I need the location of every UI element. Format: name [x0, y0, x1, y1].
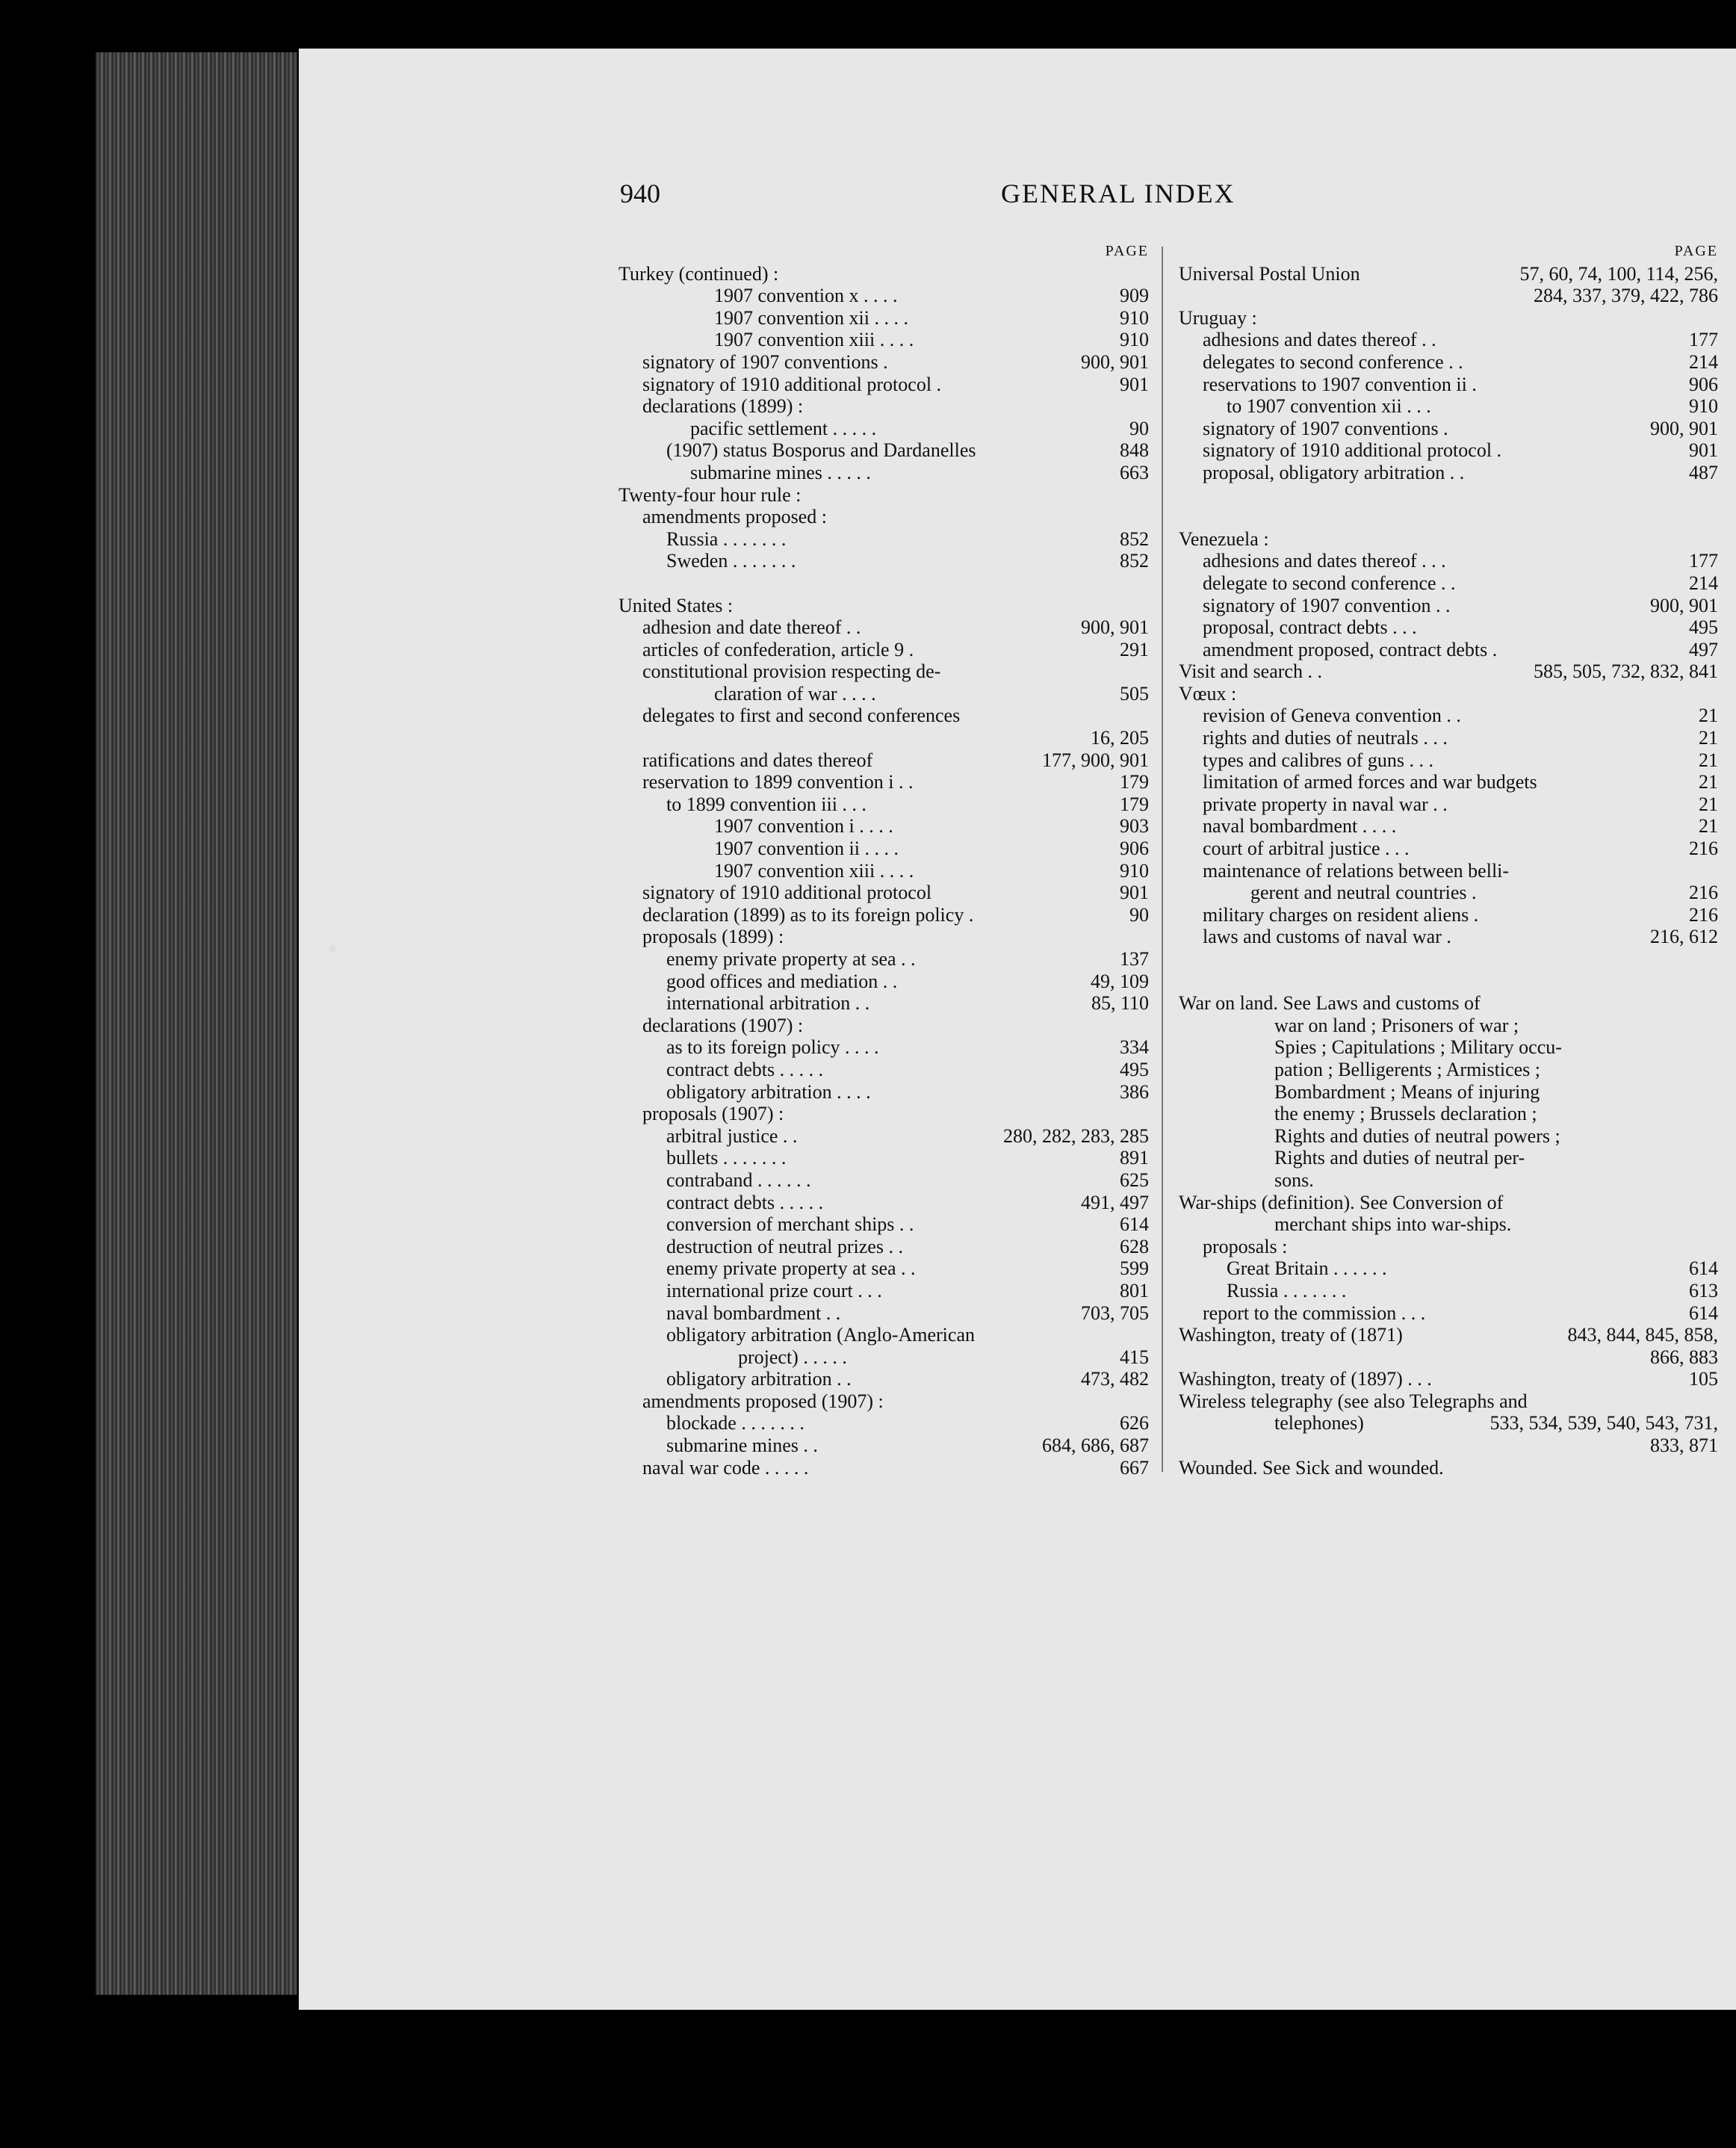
index-entry-text: types and calibres of guns . . .	[1203, 749, 1434, 771]
index-entry	[619, 528, 1149, 551]
index-entry-text: 1907 convention xiii . . . .	[714, 329, 914, 351]
index-entry-text: limitation of armed forces and war budgets	[1203, 771, 1537, 793]
index-entry	[619, 838, 1149, 860]
index-entry	[619, 1125, 1149, 1148]
index-entry-page: 415	[1114, 1346, 1149, 1369]
index-entry-page: 852	[1114, 550, 1149, 572]
index-entry-text: to 1899 convention iii . . .	[666, 793, 867, 815]
index-entry-text: signatory of 1907 conventions .	[1203, 417, 1448, 439]
index-entry-text: delegates to second conference . .	[1203, 350, 1463, 373]
index-entry	[1179, 395, 1718, 418]
index-entry-page: 626	[1114, 1412, 1149, 1434]
index-entry-page: 891	[1114, 1147, 1149, 1169]
index-entry-page: 533, 534, 539, 540, 543, 731,	[1484, 1412, 1719, 1434]
index-entry-text: naval bombardment . .	[666, 1302, 841, 1324]
index-entry	[619, 793, 1149, 816]
index-entry-page: 21	[1693, 771, 1718, 793]
index-entry	[1179, 882, 1718, 904]
index-entry-page: 614	[1683, 1257, 1718, 1280]
index-entry	[619, 1192, 1149, 1214]
index-entry	[1179, 1280, 1718, 1302]
index-entry	[1179, 1346, 1718, 1369]
index-entry-text: 1907 convention xii . . . .	[714, 306, 908, 329]
index-entry-text: good offices and mediation . .	[666, 970, 898, 992]
index-entry-page: 491, 497	[1075, 1192, 1149, 1214]
index-entry-text: maintenance of relations between belli-	[1203, 859, 1510, 882]
index-entry-page: 105	[1683, 1368, 1718, 1390]
index-entry-page: 177	[1683, 329, 1718, 351]
index-entry	[619, 1434, 1149, 1457]
index-entry-page: 90	[1123, 904, 1149, 926]
index-entry	[619, 1213, 1149, 1236]
index-entry-page: 906	[1114, 838, 1149, 860]
book-page-edges	[96, 52, 297, 1995]
index-entry	[1179, 1368, 1718, 1390]
index-entry	[619, 1346, 1149, 1369]
index-entry-text: conversion of merchant ships . .	[666, 1213, 914, 1236]
page-header	[620, 178, 1718, 215]
index-entry-text: Twenty-four hour rule :	[619, 483, 802, 506]
index-entry	[619, 595, 1149, 617]
index-entry-page: 613	[1683, 1280, 1718, 1302]
page-title: GENERAL INDEX	[1001, 179, 1236, 208]
index-entry	[1179, 1302, 1718, 1325]
index-entry-text: Visit and search . .	[1179, 660, 1322, 683]
index-entry-text: amendments proposed :	[642, 506, 827, 528]
war-on-land-references	[1179, 1015, 1718, 1192]
index-entry	[1179, 1457, 1718, 1479]
index-entry-text: Wireless telegraphy (see also Telegraphs and	[1179, 1390, 1528, 1412]
index-entry-page: 216	[1683, 838, 1718, 860]
index-entry-page: 910	[1114, 329, 1149, 351]
index-entry	[619, 948, 1149, 971]
index-entry-text: private property in naval war . .	[1203, 793, 1448, 815]
index-entry	[619, 971, 1149, 993]
index-entry-text: War-ships (definition). See Conversion of	[1179, 1191, 1504, 1213]
index-entry-page: 386	[1114, 1081, 1149, 1104]
paper-stain	[329, 945, 336, 953]
index-entry-page: 473, 482	[1075, 1368, 1149, 1390]
index-entry-page: 214	[1683, 572, 1718, 595]
index-entry-page: 495	[1114, 1059, 1149, 1081]
index-entry-text: pacific settlement . . . . .	[690, 417, 877, 439]
index-entry-page: 900, 901	[1644, 595, 1718, 617]
index-entry	[619, 992, 1149, 1015]
index-entry-page: 291	[1114, 639, 1149, 661]
index-entry-text: proposals (1899) :	[642, 926, 784, 948]
index-entry	[619, 639, 1149, 661]
index-entry	[619, 307, 1149, 329]
war-on-land-line: Bombardment ; Means of injuring	[1274, 1080, 1540, 1103]
index-entry-text: contract debts . . . . .	[666, 1191, 824, 1213]
index-entry	[619, 1036, 1149, 1059]
index-entry	[1179, 793, 1718, 816]
index-entry	[619, 550, 1149, 572]
index-entry	[619, 374, 1149, 396]
index-entry-text: Uruguay :	[1179, 306, 1257, 329]
index-entry-page: 216, 612	[1644, 926, 1718, 948]
index-entry-text: arbitral justice . .	[666, 1124, 798, 1147]
index-entry-page: 866, 883	[1644, 1346, 1718, 1369]
index-entry-page: 505	[1114, 683, 1149, 705]
index-entry-page: 909	[1114, 285, 1149, 307]
index-entry-text: report to the commission . . .	[1203, 1302, 1426, 1324]
index-entry-page: 910	[1683, 395, 1718, 418]
index-entry-page: 900, 901	[1075, 616, 1149, 639]
index-entry-page: 280, 282, 283, 285	[997, 1125, 1149, 1148]
index-entry-page: 177	[1683, 550, 1718, 572]
index-entry-text: declaration (1899) as to its foreign policy .	[642, 903, 974, 926]
index-entry	[619, 616, 1149, 639]
index-entry	[619, 1015, 1149, 1037]
index-entry-page: 901	[1683, 439, 1718, 462]
index-entry-text: Sweden . . . . . . .	[666, 550, 796, 572]
index-entry	[619, 1324, 1149, 1346]
index-entry-text: rights and duties of neutrals . . .	[1203, 727, 1448, 749]
index-entry	[619, 329, 1149, 351]
index-entry-text: naval war code . . . . .	[642, 1456, 809, 1479]
index-entry-page: 487	[1683, 462, 1718, 484]
index-entry-page: 21	[1693, 727, 1718, 749]
index-entry-text: 1907 convention i . . . .	[714, 815, 893, 838]
index-entry	[619, 771, 1149, 793]
index-entry	[1179, 1213, 1718, 1236]
index-entry-page: 585, 505, 732, 832, 841	[1528, 660, 1718, 683]
index-entry-text: obligatory arbitration (Anglo-American	[666, 1324, 975, 1346]
index-entry-page: 910	[1114, 860, 1149, 882]
index-entry-page: 284, 337, 379, 422, 786	[1528, 285, 1718, 307]
index-entry-text: submarine mines . .	[666, 1434, 818, 1457]
index-entry	[619, 882, 1149, 904]
index-entry	[1179, 639, 1718, 661]
index-column-right	[1179, 241, 1718, 1479]
index-entry-text: Russia . . . . . . .	[1227, 1279, 1347, 1302]
index-entry-text: blockade . . . . . . .	[666, 1412, 805, 1434]
index-entry-text: enemy private property at sea . .	[666, 948, 916, 970]
index-entry	[1179, 815, 1718, 838]
index-entries-right	[1179, 263, 1718, 948]
index-entry	[1179, 351, 1718, 374]
index-entry-page: 49, 109	[1085, 971, 1149, 993]
index-entry-page: 848	[1114, 439, 1149, 462]
index-entry-text: signatory of 1910 additional protocol	[642, 882, 932, 904]
index-entry	[1179, 838, 1718, 860]
index-entry-text: proposal, contract debts . . .	[1203, 616, 1417, 639]
index-entry-text: obligatory arbitration . . . .	[666, 1080, 871, 1103]
page-column-label: PAGE	[1105, 243, 1149, 259]
index-entry-text: proposals :	[1203, 1235, 1288, 1257]
index-entry	[1179, 550, 1718, 572]
index-entry-text: contract debts . . . . .	[666, 1058, 824, 1080]
index-entry-text: destruction of neutral prizes . .	[666, 1235, 903, 1257]
index-entry	[619, 395, 1149, 418]
index-entry	[619, 727, 1149, 749]
index-entry-page: 179	[1114, 771, 1149, 793]
index-entry	[619, 860, 1149, 882]
index-entry	[619, 285, 1149, 307]
index-entry-text: United States :	[619, 594, 734, 616]
index-entry	[1179, 1192, 1718, 1214]
index-entry	[1179, 307, 1718, 329]
index-entry	[619, 683, 1149, 705]
index-entry-text: naval bombardment . . . .	[1203, 815, 1397, 838]
index-entry-text: international arbitration . .	[666, 992, 870, 1015]
index-column-left	[619, 241, 1149, 1479]
page-number: 940	[620, 179, 660, 208]
index-entry-text: military charges on resident aliens .	[1203, 903, 1479, 926]
index-entry-page: 614	[1683, 1302, 1718, 1325]
index-entry-text: telephones)	[1274, 1412, 1364, 1434]
index-entry-text: ratifications and dates thereof	[642, 749, 873, 771]
index-entry	[1179, 285, 1718, 307]
index-entry	[619, 904, 1149, 926]
index-entry-page: 90	[1123, 418, 1149, 440]
index-entry-text: bullets . . . . . . .	[666, 1147, 787, 1169]
index-entry	[619, 815, 1149, 838]
index-entry-page: 334	[1114, 1036, 1149, 1059]
index-entry-page: 843, 844, 845, 858,	[1562, 1324, 1719, 1346]
index-entry-page: 901	[1114, 882, 1149, 904]
index-entry-text: revision of Geneva convention . .	[1203, 705, 1461, 727]
index-entry-text: signatory of 1907 conventions .	[642, 350, 888, 373]
index-entry	[619, 1412, 1149, 1434]
index-entry-text: signatory of 1907 convention . .	[1203, 594, 1451, 616]
index-entry-text: 1907 convention x . . . .	[714, 285, 898, 307]
index-entry	[619, 660, 1149, 683]
index-entry	[1179, 528, 1718, 551]
war-on-land-line: Spies ; Capitulations ; Military occu-	[1274, 1036, 1562, 1059]
index-entry	[1179, 329, 1718, 351]
index-entry-text: amendment proposed, contract debts .	[1203, 638, 1498, 660]
index-entry-page: 900, 901	[1644, 418, 1718, 440]
index-entry	[619, 1169, 1149, 1192]
index-entry	[1179, 749, 1718, 772]
index-entry-page: 599	[1114, 1257, 1149, 1280]
index-entry-war-on-land	[1179, 992, 1718, 1191]
index-entry-text: articles of confederation, article 9 .	[642, 638, 914, 660]
index-entry-text: court of arbitral justice . . .	[1203, 838, 1410, 860]
page-column-label: PAGE	[1674, 243, 1718, 259]
index-entry	[619, 351, 1149, 374]
index-entry-text: international prize court . . .	[666, 1279, 882, 1302]
index-entry	[619, 1147, 1149, 1169]
index-entry-page: 21	[1693, 705, 1718, 727]
index-entry-page: 85, 110	[1085, 992, 1149, 1015]
index-entry-text: obligatory arbitration . .	[666, 1368, 852, 1390]
index-entry-text: proposal, obligatory arbitration . .	[1203, 461, 1465, 483]
column-divider	[1162, 247, 1163, 1472]
index-entry	[619, 1457, 1149, 1479]
index-entry-text: Wounded. See Sick and wounded.	[1179, 1456, 1444, 1479]
index-entry-page: 216	[1683, 882, 1718, 904]
index-entry	[619, 263, 1149, 285]
index-entry-text: Vœux :	[1179, 682, 1237, 705]
index-entry-text: Washington, treaty of (1897) . . .	[1179, 1368, 1432, 1390]
war-on-land-line: the enemy ; Brussels declaration ;	[1274, 1103, 1537, 1125]
index-entry	[1179, 263, 1718, 285]
index-entry	[1179, 462, 1718, 484]
index-entry	[619, 1390, 1149, 1413]
index-entry	[1179, 926, 1718, 948]
index-entry	[1179, 1257, 1718, 1280]
index-entry-text: declarations (1899) :	[642, 395, 804, 418]
index-entry-text: Russia . . . . . . .	[666, 527, 787, 550]
index-entry	[1179, 439, 1718, 462]
index-entry-page: 684, 686, 687	[1036, 1434, 1149, 1457]
index-entry-page: 628	[1114, 1236, 1149, 1258]
index-entry-text: amendments proposed (1907) :	[642, 1390, 884, 1412]
index-entry-text: delegate to second conference . .	[1203, 572, 1456, 594]
index-entry-text: contraband . . . . . .	[666, 1169, 811, 1191]
index-entry-text: reservation to 1899 convention i . .	[642, 771, 914, 793]
index-entry-text: merchant ships into war-ships.	[1274, 1213, 1512, 1236]
index-entry-page: 21	[1693, 815, 1718, 838]
war-on-land-line: Rights and duties of neutral powers ;	[1274, 1124, 1560, 1147]
index-entry	[619, 1257, 1149, 1280]
index-entry-text: Great Britain . . . . . .	[1227, 1257, 1387, 1280]
index-entry-page: 801	[1114, 1280, 1149, 1302]
index-entry-page: 216	[1683, 904, 1718, 926]
index-entry-page: 179	[1114, 793, 1149, 816]
index-entry-page: 852	[1114, 528, 1149, 551]
index-entry-text: Turkey (continued) :	[619, 262, 779, 285]
war-on-land-line: war on land ; Prisoners of war ;	[1274, 1014, 1519, 1036]
index-entry-text: adhesion and date thereof . .	[642, 616, 861, 639]
index-entry-page: 137	[1114, 948, 1149, 971]
index-entry-page: 906	[1683, 374, 1718, 396]
index-entry-page: 497	[1683, 639, 1718, 661]
index-entry	[619, 1103, 1149, 1125]
index-entry	[1179, 1434, 1718, 1457]
index-entry-text: enemy private property at sea . .	[666, 1257, 916, 1280]
index-entry-page: 901	[1114, 374, 1149, 396]
index-entry-page: 21	[1693, 793, 1718, 816]
index-entry-page: 177, 900, 901	[1036, 749, 1149, 772]
war-on-land-line: sons.	[1274, 1169, 1314, 1191]
index-entry	[619, 705, 1149, 727]
index-entry-text: claration of war . . . .	[714, 682, 876, 705]
index-entry-text: to 1907 convention xii . . .	[1227, 395, 1431, 418]
index-entry	[619, 1368, 1149, 1390]
index-entry-text: laws and customs of naval war .	[1203, 926, 1451, 948]
index-entry-text: constitutional provision respecting de-	[642, 660, 941, 683]
index-entry-page: 903	[1114, 815, 1149, 838]
index-entry-page: 495	[1683, 616, 1718, 639]
index-entry-page: 57, 60, 74, 100, 114, 256,	[1513, 263, 1718, 285]
index-entry-page: 21	[1693, 749, 1718, 772]
index-entries-right-tail	[1179, 1192, 1718, 1479]
index-entry-text: adhesions and dates thereof . .	[1203, 329, 1436, 351]
index-entry	[1179, 860, 1718, 882]
index-entry	[619, 462, 1149, 484]
index-entry-text: delegates to first and second conferences	[642, 705, 961, 727]
index-entry	[1179, 771, 1718, 793]
index-entry-page: 910	[1114, 307, 1149, 329]
index-entry-page: 667	[1114, 1457, 1149, 1479]
index-entry-text: 1907 convention xiii . . . .	[714, 859, 914, 882]
index-entry-text: gerent and neutral countries .	[1250, 882, 1477, 904]
index-entry	[1179, 374, 1718, 396]
index-entry	[1179, 572, 1718, 595]
index-entry	[619, 1059, 1149, 1081]
index-entry-text: Washington, treaty of (1871)	[1179, 1324, 1403, 1346]
index-entry	[1179, 418, 1718, 440]
index-entry	[619, 484, 1149, 507]
index-entry	[1179, 683, 1718, 705]
index-entry	[1179, 616, 1718, 639]
index-entry	[619, 439, 1149, 462]
index-entry	[619, 1081, 1149, 1104]
index-entry-page: 614	[1114, 1213, 1149, 1236]
index-entry-text: signatory of 1910 additional protocol .	[642, 373, 942, 395]
index-entry	[619, 1236, 1149, 1258]
index-entry	[1179, 660, 1718, 683]
index-entry	[619, 1280, 1149, 1302]
index-entry-page: 833, 871	[1644, 1434, 1718, 1457]
index-entry	[1179, 1324, 1718, 1346]
index-entry-text: as to its foreign policy . . . .	[666, 1036, 879, 1059]
index-entry-text: declarations (1907) :	[642, 1014, 804, 1036]
index-entry	[619, 418, 1149, 440]
index-entry-text: Venezuela :	[1179, 527, 1269, 550]
index-entry-text: reservations to 1907 convention ii .	[1203, 373, 1477, 395]
index-entry	[1179, 1390, 1718, 1413]
index-entry-text: (1907) status Bosporus and Dardanelles	[666, 439, 976, 462]
war-on-land-line: Rights and duties of neutral per-	[1274, 1147, 1525, 1169]
index-entry	[619, 506, 1149, 528]
index-entry-page: 900, 901	[1075, 351, 1149, 374]
index-entry-page: 214	[1683, 351, 1718, 374]
index-entry	[619, 749, 1149, 772]
index-entry	[619, 1302, 1149, 1325]
index-entry	[1179, 1412, 1718, 1434]
index-entry-page: 703, 705	[1075, 1302, 1149, 1325]
index-entry	[1179, 1236, 1718, 1258]
war-on-land-lead: War on land. See Laws and customs of	[1179, 992, 1481, 1015]
index-entry-text: project) . . . . .	[738, 1346, 847, 1368]
index-entry	[1179, 904, 1718, 926]
index-entry-page: 663	[1114, 462, 1149, 484]
war-on-land-line: pation ; Belligerents ; Armistices ;	[1274, 1058, 1541, 1080]
index-entry-text: submarine mines . . . . .	[690, 461, 871, 483]
index-entry	[1179, 727, 1718, 749]
index-entry-text: signatory of 1910 additional protocol .	[1203, 439, 1502, 462]
index-entry-page: 625	[1114, 1169, 1149, 1192]
index-entry	[1179, 595, 1718, 617]
index-entry-text: Universal Postal Union	[1179, 262, 1360, 285]
index-entry-text: proposals (1907) :	[642, 1103, 784, 1125]
index-entry-text: adhesions and dates thereof . . .	[1203, 550, 1446, 572]
index-entry	[619, 926, 1149, 948]
index-entry-text: 1907 convention ii . . . .	[714, 838, 899, 860]
index-entry	[1179, 705, 1718, 727]
index-entry-page: 16, 205	[1085, 727, 1149, 749]
